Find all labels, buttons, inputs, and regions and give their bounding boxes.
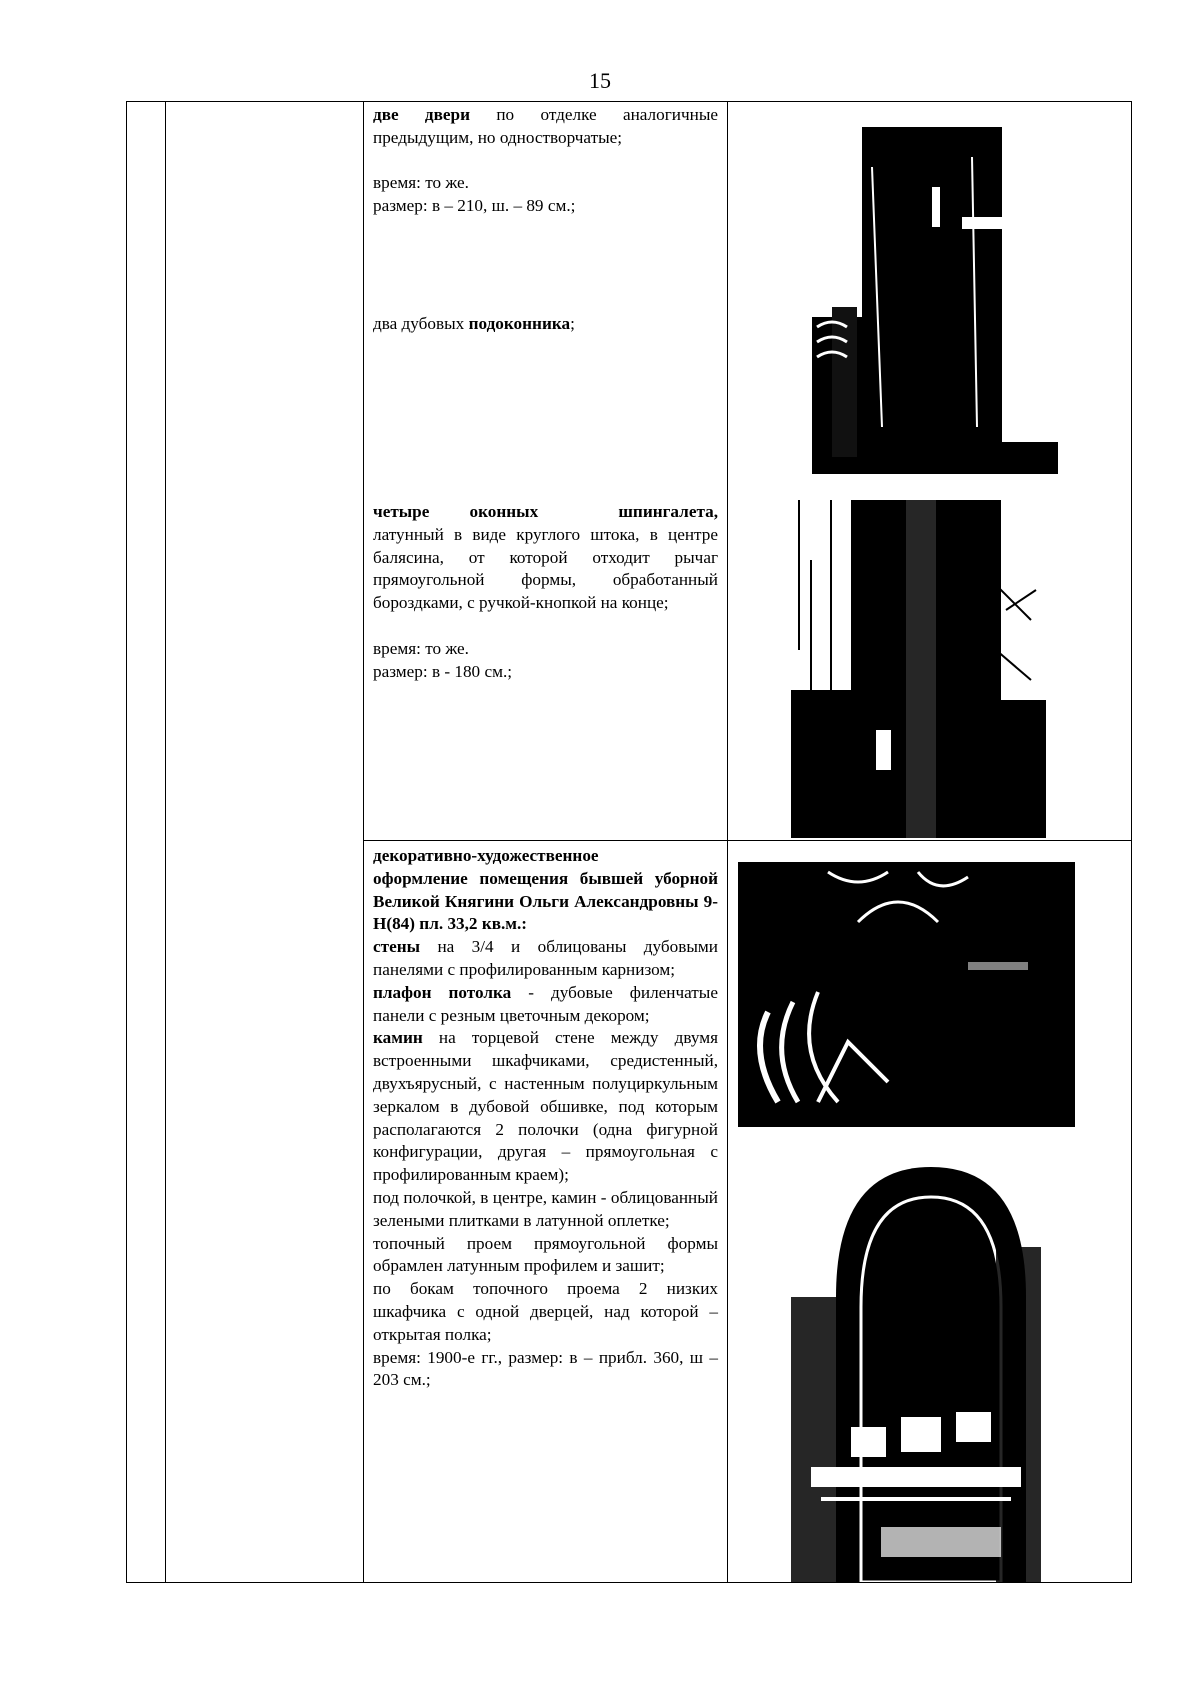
- page-number: 15: [589, 68, 611, 93]
- fireplace-description: [373, 1027, 718, 1187]
- latches-title: четыре оконных шпингалета,: [373, 502, 718, 521]
- inventory-table: [126, 101, 1132, 1583]
- ceiling-text: - дубовые филенчатые панели с резным цветочным декором;: [373, 982, 718, 1025]
- row-divider: [363, 840, 1131, 841]
- column-divider: [165, 102, 166, 1582]
- latches-size: размер: в - 180 см.;: [373, 661, 513, 681]
- room-heading-rest: оформление помещения бывшей уборной Великой Княгини Ольги Александровны 9-Н(84) пл. 33,2 кв.м.:: [373, 868, 718, 934]
- ceiling-description: [373, 982, 718, 1028]
- doors-text: по отделке аналогичные предыдущим, но одностворчатые;: [373, 105, 718, 147]
- room-heading-first: декоративно-художественное: [373, 846, 599, 865]
- sills-suffix: ;: [570, 314, 575, 333]
- doors-title: две двери: [373, 105, 471, 124]
- ceiling-title: плафон потолка: [373, 982, 512, 1002]
- column-divider: [363, 102, 364, 1582]
- description-cell-sills: [373, 313, 718, 336]
- walls-description: [373, 936, 718, 982]
- sills-title: подоконника: [468, 314, 571, 333]
- latches-text: латунный в виде круглого штока, в центре балясина, от которой отходит рычаг прямоугольной формы, обработанный бороздками, с ручкой-кнопкой на конце;: [373, 524, 718, 613]
- cabinets-text: по бокам топочного проема 2 низких шкафчика с одной дверцей, над которой – открытая полка;: [373, 1279, 718, 1344]
- description-cell-latches: [373, 501, 718, 683]
- sills-description: [373, 313, 718, 336]
- doors-size: размер: в – 210, ш. – 89 см.;: [373, 196, 576, 216]
- fireplace-photo: [791, 1147, 1041, 1582]
- column-divider: [727, 102, 728, 1582]
- walls-title: стены: [373, 937, 421, 957]
- description-cell-room: [373, 845, 718, 1392]
- window-latch-photo: [791, 500, 1046, 838]
- doors-description: [373, 104, 718, 150]
- walls-text: на 3/4 и облицованы дубовыми панелями с профилированным карнизом;: [373, 937, 718, 979]
- latches-title-line: [373, 501, 718, 524]
- sills-prefix: два дубовых: [373, 314, 469, 333]
- latches-time: время: то же.: [373, 638, 469, 658]
- description-cell-doors: [373, 104, 718, 218]
- fireplace-text: на торцевой стене между двумя встроенными шкафчиками, средистенный, двухъярусный, с настенным полуциркульным зеркалом в дубовой обшивке, под которым располагаются 2 полочки (одна фигурной конфигурации, другая – прямоугольная с профилированным краем);: [373, 1028, 718, 1185]
- ceiling-panel-photo: [738, 862, 1075, 1127]
- room-heading: [373, 868, 718, 936]
- firebox-text: топочный проем прямоугольной формы обрамлен латунным профилем и зашит;: [373, 1233, 718, 1276]
- room-heading-line1: [373, 845, 718, 868]
- fireplace-title: камин: [373, 1028, 423, 1048]
- door-photo: [812, 127, 1058, 474]
- under-shelf-text: под полочкой, в центре, камин - облицованный зелеными плитками в латунной оплетке;: [373, 1187, 718, 1230]
- doors-time: время: то же.: [373, 173, 469, 193]
- time-size-text: время: 1900-е гг., размер: в – прибл. 360, ш – 203 см.;: [373, 1347, 718, 1390]
